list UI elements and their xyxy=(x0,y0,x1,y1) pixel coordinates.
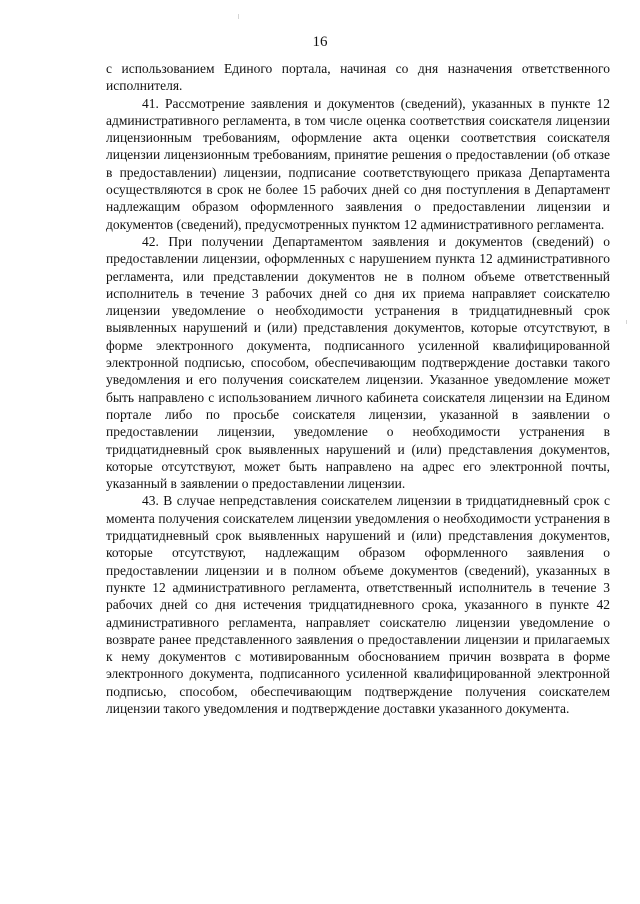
document-body xyxy=(106,60,610,717)
page-number: 16 xyxy=(312,34,328,50)
paragraph-continuation: с использованием Единого портала, начиная со дня назначения ответственного исполнителя. xyxy=(106,61,610,94)
scan-artifact-mark xyxy=(238,14,239,19)
scan-artifact-mark xyxy=(626,320,627,324)
paragraph-42: 42. При получении Департаментом заявления и документов (сведений) о предоставлении лицензии, оформленных с нарушением пункта 12 административного регламента, или представлении документов не в полном объеме ответственный исполнитель в течение 3 рабочих дней со дня их приема направляет соискателю лицензии уведомление о необходимости устранения в тридцатидневный срок выявленных нарушений и (или) представления документов, которые отсутствуют, в форме электронного документа, подписанного усиленной квалифицированной электронной подписью, способом, обеспечивающим подтверждение доставки такого уведомления и его получения соискателем лицензии. Указанное уведомление может быть направлено с использованием личного кабинета соискателя лицензии на Едином портале либо по просьбе соискателя лицензии, указанной в заявлении о предоставлении лицензии, уведомление о необходимости устранения в тридцатидневный срок выявленных нарушений и (или) представления документов, которые отсутствуют, может быть направлено на адрес его электронной почты, указанный в заявлении о предоставлении лицензии. xyxy=(106,233,610,492)
paragraph-43: 43. В случае непредставления соискателем лицензии в тридцатидневный срок с момента получения соискателем лицензии уведомления о необходимости устранения в тридцатидневный срок выявленных нарушений и (или) представления документов, которые отсутствуют, надлежащим образом оформленного заявления о предоставлении лицензии и в полном объеме документов (сведений), указанных в пункте 12 административного регламента, ответственный исполнитель в течение 3 рабочих дней со дня истечения тридцатидневного срока, указанного в пункте 42 административного регламента, направляет соискателю лицензии уведомление о возврате ранее представленного заявления о предоставлении лицензии и прилагаемых к нему документов с мотивированным обоснованием причин возврата в форме электронного документа, подписанного усиленной квалифицированной электронной подписью, способом, обеспечивающим подтверждение получения соискателем лицензии такого уведомления и подтверждение доставки указанного документа. xyxy=(106,493,610,716)
paragraph-41: 41. Рассмотрение заявления и документов (сведений), указанных в пункте 12 административного регламента, в том числе оценка соответствия соискателя лицензии лицензионным требованиям, оформление акта оценки соответствия соискателя лицензии лицензионным требованиям, принятие решения о предоставлении (об отказе в предоставлении) лицензии, подписание соответствующего приказа Департамента осуществляются в срок не более 15 рабочих дней со дня поступления в Департамент надлежащим образом оформленного заявления о предоставлении лицензии и документов (сведений), предусмотренных пунктом 12 административного регламента. xyxy=(106,95,610,232)
